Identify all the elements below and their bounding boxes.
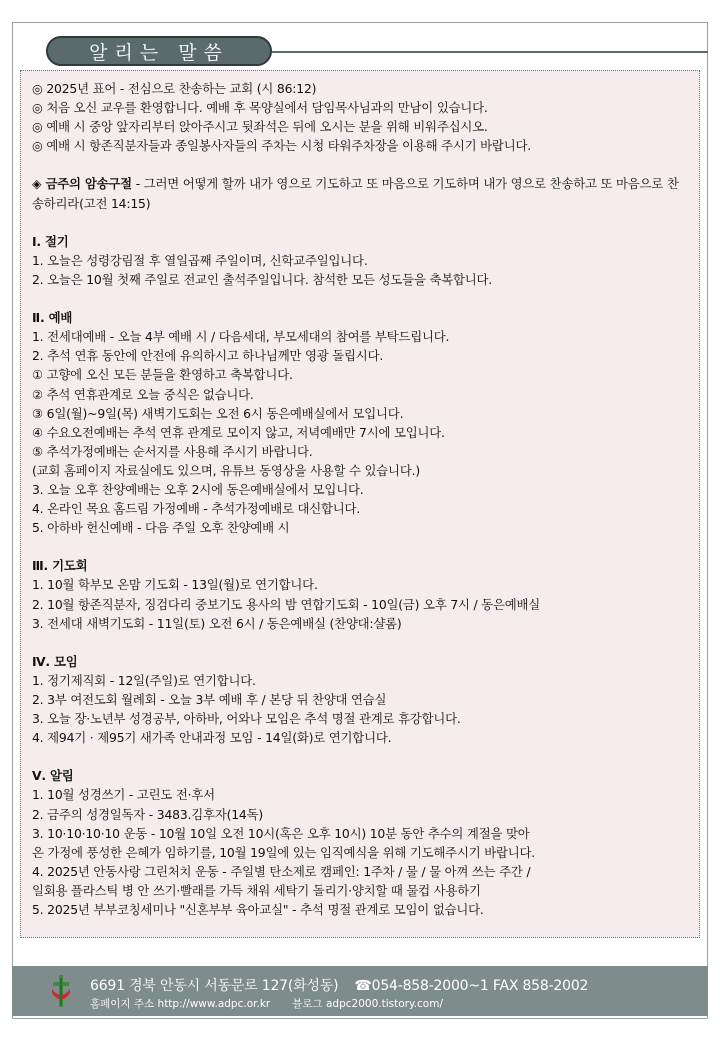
footer-phone: ☎054-858-2000~1 FAX 858-2002: [354, 978, 589, 994]
sections: [32, 213, 699, 919]
footer-web-line: [90, 996, 443, 1011]
intro-line: ◎ 2025년 표어 - 전심으로 찬송하는 교회 (시 86:12): [32, 81, 317, 96]
memory-verse-text: - 그러면 어떻게 할까 내가 영으로 기도하고 또 마음으로 기도하며 내가 영으로 찬송하고 또 마음으로 찬송하리라(고전 14:15): [32, 176, 679, 211]
intro-line: ◎ 처음 오신 교우를 환영합니다. 예배 후 목양실에서 담임목사님과의 만남이 있습니다.: [32, 100, 488, 116]
section-item: ⑤ 추석가정예배는 순서지를 사용해 주시기 바랍니다.: [32, 443, 313, 459]
memory-verse: [32, 174, 699, 212]
section-item: 2. 10월 항존직분자, 징검다리 중보기도 용사의 밤 연합기도회 - 10일(금) 오후 7시 / 동은예배실: [32, 596, 541, 612]
section-item: 2. 3부 여전도회 월례회 - 오늘 3부 예배 후 / 본당 뒤 찬양대 연습실: [32, 692, 387, 707]
section-heading: Ⅳ. 모임: [32, 653, 78, 669]
section-item: (교회 홈페이지 자료실에도 있으며, 유튜브 동영상을 사용할 수 있습니다.): [32, 462, 420, 478]
footer-blog[interactable]: 블로그 adpc2000.tistory.com/: [292, 998, 443, 1010]
section-heading: Ⅲ. 기도회: [32, 558, 88, 574]
section-item: 2. 오늘은 10월 첫째 주일로 전교인 출석주일입니다. 참석한 모든 성도들을 축복합니다.: [32, 271, 493, 287]
section-item: 2. 추석 연휴 동안에 안전에 유의하시고 하나님께만 영광 돌립시다.: [32, 348, 384, 364]
church-logo-icon: [50, 975, 72, 1007]
section-item: 1. 10월 학부모 온맘 기도회 - 13일(월)로 연기합니다.: [32, 577, 318, 593]
section-item: 4. 2025년 안동사랑 그린처치 운동 - 주일별 탄소제로 캠페인: 1주차 / 물 / 물 아껴 쓰는 주간 /: [32, 863, 531, 879]
footer: [12, 966, 708, 1016]
intro-line: ◎ 예배 시 항존직분자들과 종일봉사자들의 주차는 시청 타워주차장을 이용해 주시기 바랍니다.: [32, 138, 531, 154]
page-title: 알리는 말씀: [46, 36, 272, 66]
title-rule: [272, 51, 708, 53]
section-heading: Ⅰ. 절기: [32, 233, 69, 249]
section-item: 1. 전세대예배 - 오늘 4부 예배 시 / 다음세대, 부모세대의 참여를 부탁드립니다.: [32, 329, 450, 345]
section-item: 1. 오늘은 성령강림절 후 열일곱째 주일이며, 신학교주일입니다.: [32, 252, 368, 268]
section-item: 3. 오늘 오후 찬양예배는 오후 2시에 동은예배실에서 모입니다.: [32, 481, 364, 497]
section-item: 4. 제94기 · 제95기 새가족 안내과정 모임 - 14일(화)로 연기합니다.: [32, 730, 392, 746]
intro-line: ◎ 예배 시 중앙 앞자리부터 앉아주시고 뒷좌석은 뒤에 오시는 분을 위해 비워주십시오.: [32, 119, 488, 135]
section-item: 3. 오늘 장·노년부 성경공부, 아하바, 어와나 모임은 추석 명절 관계로 휴강합니다.: [32, 711, 461, 727]
section-item: 일회용 플라스틱 병 안 쓰기·빨래를 가득 채워 세탁기 돌리기·양치할 때 물컵 사용하기: [32, 882, 481, 898]
section-item: ② 추석 연휴관계로 오늘 중식은 없습니다.: [32, 386, 254, 402]
footer-homepage[interactable]: 홈페이지 주소 http://www.adpc.or.kr: [90, 998, 271, 1010]
memory-verse-label: ◈ 금주의 암송구절: [32, 176, 132, 192]
section-item: ① 고향에 오신 모든 분들을 환영하고 축복합니다.: [32, 367, 293, 383]
section-item: 1. 10월 성경쓰기 - 고린도 전·후서: [32, 787, 215, 803]
section-item: 1. 정기제직회 - 12일(주일)로 연기합니다.: [32, 672, 256, 688]
section-item: 3. 10·10·10·10 운동 - 10월 10일 오전 10시(혹은 오후 10시) 10분 동안 추수의 계절을 맞아: [32, 825, 530, 841]
section-item: 2. 금주의 성경일독자 - 3483.김후자(14독): [32, 806, 263, 822]
announcements-box: [20, 70, 700, 938]
section-item: 5. 2025년 부부코칭세미나 "신혼부부 육아교실" - 추석 명절 관계로 모임이 없습니다.: [32, 902, 484, 918]
section-heading: Ⅱ. 예배: [32, 310, 73, 326]
section-heading: Ⅴ. 알림: [32, 768, 74, 784]
intro-list: [32, 79, 699, 155]
footer-address: 6691 경북 안동시 서동문로 127(화성동): [90, 978, 339, 994]
section-item: ④ 수요오전예배는 추석 연휴 관계로 모이지 않고, 저녁예배만 7시에 모입니다.: [32, 424, 445, 440]
section-item: 온 가정에 풍성한 은혜가 임하기를, 10월 19일에 있는 임직예식을 위해 기도해주시기 바랍니다.: [32, 844, 536, 860]
section-item: 4. 온라인 목요 홈드림 가정예배 - 추석가정예배로 대신합니다.: [32, 501, 361, 517]
section-item: 5. 아하바 헌신예배 - 다음 주일 오후 찬양예배 시: [32, 520, 290, 536]
footer-address-line: [90, 975, 588, 995]
section-item: ③ 6일(월)~9일(목) 새벽기도회는 오전 6시 동은예배실에서 모입니다.: [32, 405, 404, 421]
section-item: 3. 전세대 새벽기도회 - 11일(토) 오전 6시 / 동은예배실 (찬양대:샬롬): [32, 615, 402, 631]
